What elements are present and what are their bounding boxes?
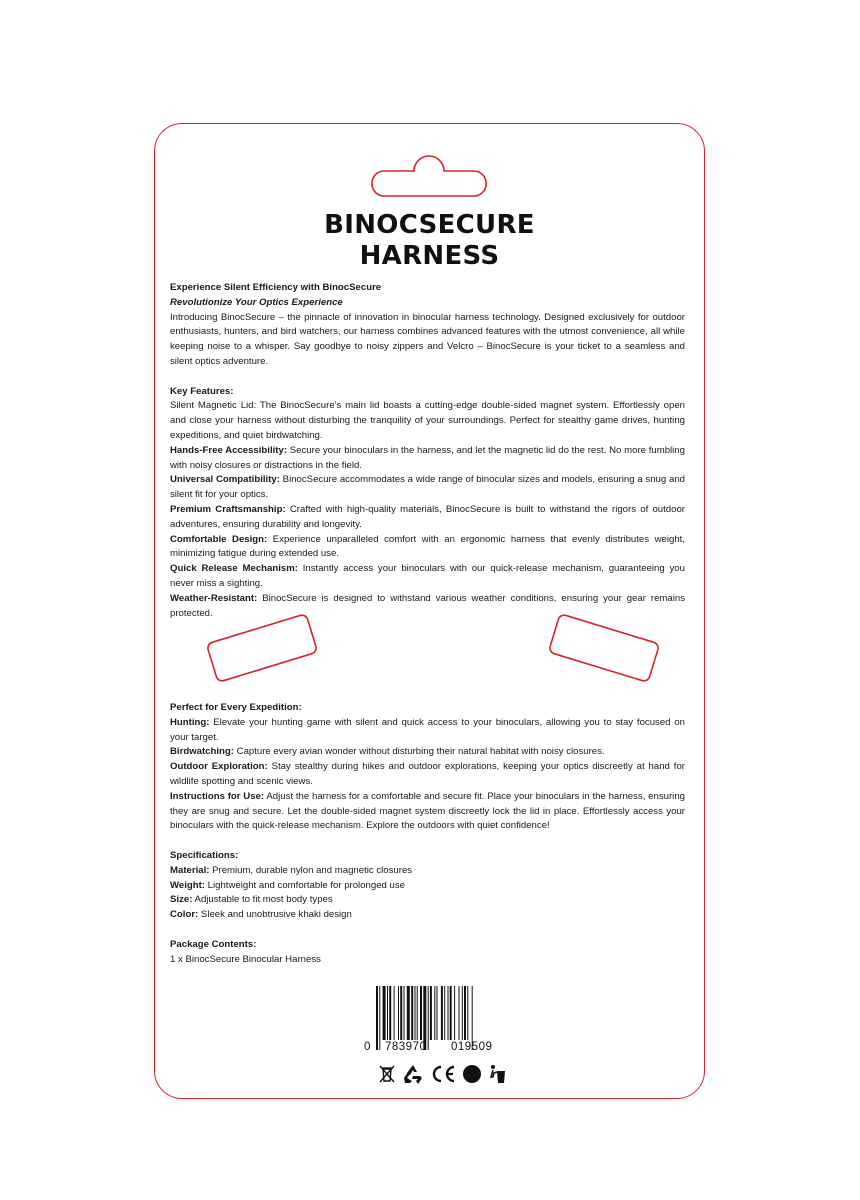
barcode-bar <box>464 986 466 1040</box>
expedition-item: Hunting: Elevate your hunting game with silent and quick access to your binoculars, allowing you to stay focused on your target. <box>170 716 685 743</box>
barcode-bar <box>387 986 388 1040</box>
barcode-bar <box>420 986 422 1040</box>
feature-magnetic-lid: Silent Magnetic Lid: The BinocSecure's main lid boasts a cutting-edge double-sided magnet system. Effortlessly open and close your harness without disturbing the tranquility of your surroundings. Perfect for stealthy game drives, hunting expeditions, and quiet birdwatching. <box>170 400 685 441</box>
barcode-bar <box>434 986 435 1040</box>
package-heading: Package Contents: <box>170 938 257 950</box>
barcode-bar <box>400 986 402 1040</box>
package-text: 1 x BinocSecure Binocular Harness <box>170 953 321 965</box>
barcode-bar <box>398 986 399 1040</box>
expedition-item: Instructions for Use: Adjust the harness for a comfortable and secure fit. Place your binoculars in the harness, ensuring they are snug and secure. Let the double-sided magnet system discreetly lock the lid in place. Effortlessly access your binoculars with the quick-release mechanism. Explore the outdoors with quiet confidence! <box>170 790 685 832</box>
display-window-left <box>200 610 324 688</box>
barcode-bar <box>454 986 455 1040</box>
specs-heading: Specifications: <box>170 849 239 861</box>
barcode-bar <box>437 986 438 1040</box>
intro-text: Introducing BinocSecure – the pinnacle of innovation in binocular harness technology. Designed exclusively for outdoor enthusiasts, hunters, and bird watchers, our harness combines advanced features with the utmost convenience, all while keeping noise to a whisper. Say goodbye to noisy zippers and Velcro – BinocSecure is your ticket to a seamless and silent optics adventure. <box>170 311 685 367</box>
barcode-bar <box>462 986 463 1040</box>
barcode-bar <box>415 986 416 1040</box>
barcode-left-digits: 783970 <box>385 1041 427 1053</box>
tidyman-icon <box>488 1064 506 1089</box>
feature-item: Hands-Free Accessibility: Secure your binoculars in the harness, and let the magnetic lid do the rest. No more fumbling with noisy closures or distractions in the field. <box>170 444 685 471</box>
barcode-bar <box>379 986 380 1050</box>
spec-item: Material: Premium, durable nylon and magnetic closures <box>170 864 413 876</box>
barcode-bar <box>444 986 445 1040</box>
barcode-bar <box>459 986 460 1040</box>
feature-item: Comfortable Design: Experience unparalleled comfort with an ergonomic harness that evenly distributes weight, minimizing fatigue during extended use. <box>170 533 685 560</box>
expedition-item: Outdoor Exploration: Stay stealthy during hikes and outdoor explorations, keeping your optics discreetly at hand for wildlife spotting and scenic views. <box>170 761 685 787</box>
expedition-item: Birdwatching: Capture every avian wonder without disturbing their natural habitat with noisy closures. <box>170 746 605 758</box>
barcode-bar <box>411 986 413 1040</box>
barcode-bar <box>417 986 418 1040</box>
feature-item: Universal Compatibility: BinocSecure accommodates a wide range of binocular sizes and models, ensuring a snug and silent fit for your optics. <box>170 474 685 501</box>
spec-item: Weight: Lightweight and comfortable for prolonged use <box>170 879 405 891</box>
barcode-lead-digit: 0 <box>364 1041 371 1053</box>
barcode-bar <box>467 986 468 1040</box>
intro-heading: Experience Silent Efficiency with BinocSecure <box>170 282 382 293</box>
recycle-icon <box>402 1064 424 1089</box>
green-dot-icon <box>462 1064 482 1089</box>
display-window-right <box>544 610 664 688</box>
crossed-bin-icon <box>378 1064 396 1089</box>
product-title-line-1: BINOCSECURE <box>324 210 535 240</box>
features-heading: Key Features: <box>170 385 234 397</box>
barcode-bar <box>428 986 429 1050</box>
description-block <box>170 281 685 621</box>
expedition-block <box>170 701 685 967</box>
barcode-right-digits: 019509 <box>451 1041 493 1053</box>
feature-item: Weather-Resistant: BinocSecure is designed to withstand various weather conditions, ensuring your gear remains protected. <box>170 592 685 619</box>
barcode-bar <box>450 986 452 1040</box>
intro-subheading: Revolutionize Your Optics Experience <box>170 296 343 308</box>
spec-item: Size: Adjustable to fit most body types <box>170 894 333 906</box>
product-title <box>154 210 705 272</box>
barcode-bar <box>404 986 405 1040</box>
barcode-bar <box>407 986 410 1040</box>
expedition-heading: Perfect for Every Expedition: <box>170 702 302 713</box>
barcode-bar <box>389 986 391 1040</box>
barcode-bar <box>394 986 395 1040</box>
barcode-bar <box>430 986 432 1040</box>
feature-item: Premium Craftsmanship: Crafted with high-quality materials, BinocSecure is built to withstand the rigors of outdoor adventures, ensuring durability and longevity. <box>170 503 685 530</box>
barcode-bar <box>448 986 449 1040</box>
feature-item: Quick Release Mechanism: Instantly access your binoculars with our quick-release mechanism, guaranteeing you never miss a sighting. <box>170 563 685 589</box>
compliance-icons <box>378 1065 506 1087</box>
ce-mark-icon <box>430 1064 456 1089</box>
spec-item: Color: Sleek and unobtrusive khaki design <box>170 909 352 921</box>
product-title-line-2: HARNESS <box>359 241 500 271</box>
barcode-bar <box>441 986 443 1040</box>
barcode-bar <box>376 986 378 1050</box>
barcode-bar <box>383 986 386 1040</box>
